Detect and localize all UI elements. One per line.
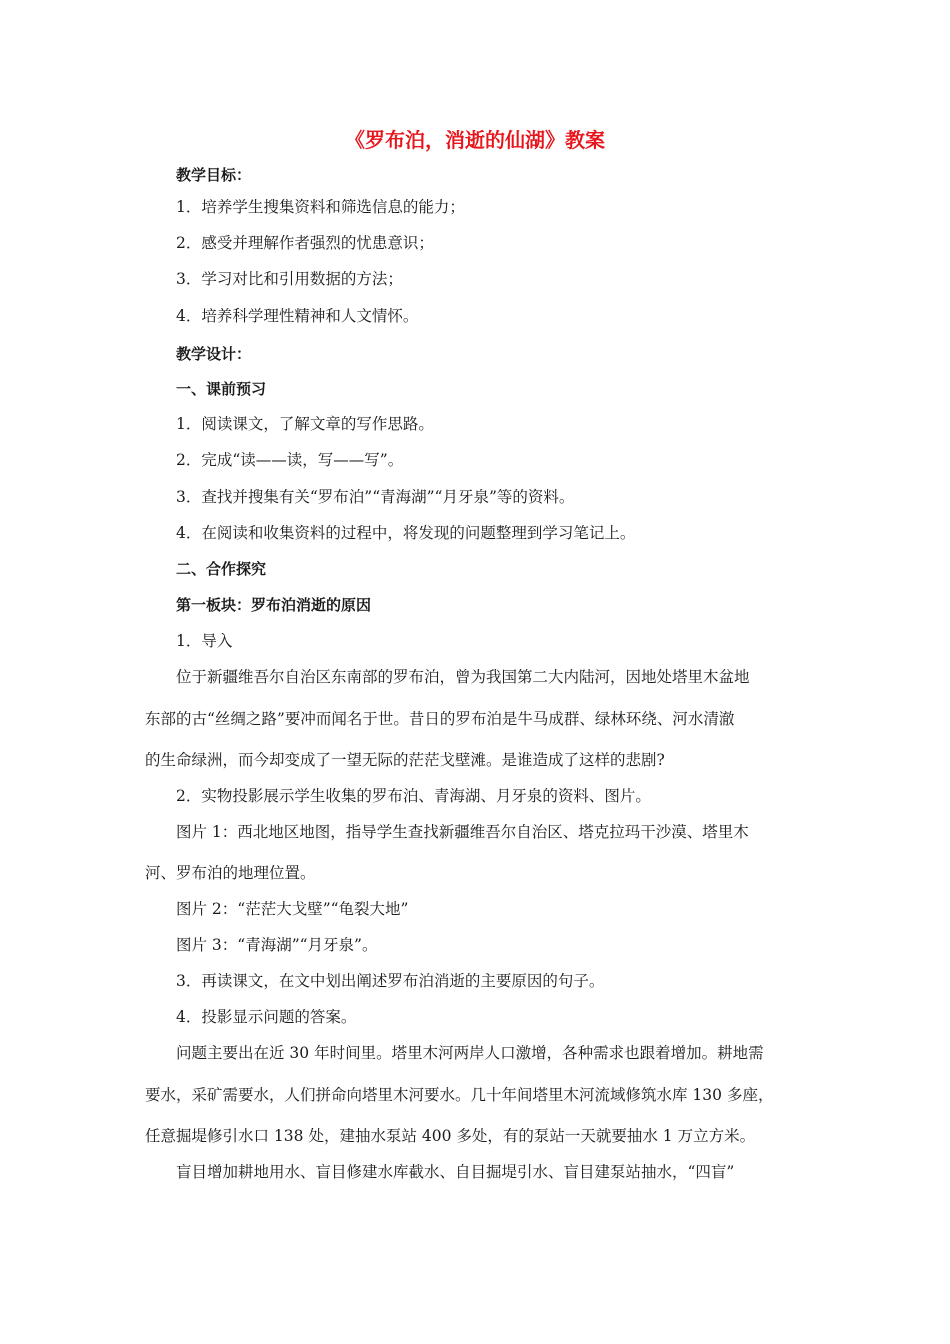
document-title: 《罗布泊，消逝的仙湖》教案 [345,128,605,152]
goal-item: 1．培养学生搜集资料和筛选信息的能力； [176,198,465,216]
step-item: 2．实物投影展示学生收集的罗布泊、青海湖、月牙泉的资料、图片。 [176,787,651,805]
step-item: 1．导入 [176,632,233,650]
preview-item: 2．完成“读——读，写——写”。 [176,451,404,469]
heading-block-one: 第一板块：罗布泊消逝的原因 [176,596,372,614]
picture-caption: 图片 2：“茫茫大戈壁”“龟裂大地” [176,900,409,918]
picture-caption: 图片 1：西北地区地图，指导学生查找新疆维吾尔自治区、塔克拉玛干沙漠、塔里木 [176,823,749,841]
goal-item: 3．学习对比和引用数据的方法； [176,270,403,288]
goal-item: 4．培养科学理性精神和人文情怀。 [176,307,419,325]
paragraph-line: 东部的古“丝绸之路”要冲而闻名于世。昔日的罗布泊是牛马成群、绿林环绕、河水清澈 [145,710,735,728]
picture-caption: 河、罗布泊的地理位置。 [145,864,316,882]
picture-caption: 图片 3：“青海湖”“月牙泉”。 [176,936,378,954]
step-item: 4．投影显示问题的答案。 [176,1008,357,1026]
heading-teaching-design: 教学设计： [176,345,252,363]
paragraph-line: 盲目增加耕地用水、盲目修建水库截水、自目掘堤引水、盲目建泵站抽水，“四盲” [176,1163,735,1181]
step-item: 3．再读课文，在文中划出阐述罗布泊消逝的主要原因的句子。 [176,972,605,990]
goal-item: 2．感受并理解作者强烈的忧患意识； [176,234,434,252]
heading-preview: 一、课前预习 [176,380,267,398]
preview-item: 3．查找并搜集有关“罗布泊”“青海湖”“月牙泉”等的资料。 [176,488,575,506]
preview-item: 4．在阅读和收集资料的过程中，将发现的问题整理到学习笔记上。 [176,524,636,542]
paragraph-line: 问题主要出在近 30 年时间里。塔里木河两岸人口激增，各种需求也跟着增加。耕地需 [176,1044,764,1062]
preview-item: 1．阅读课文，了解文章的写作思路。 [176,415,434,433]
paragraph-line: 任意掘堤修引水口 138 处，建抽水泵站 400 多处，有的泵站一天就要抽水 1 万立方米。 [145,1127,756,1145]
paragraph-line: 要水，采矿需要水，人们拼命向塔里木河要水。几十年间塔里木河流域修筑水库 130 多座， [145,1086,774,1104]
paragraph-line: 的生命绿洲，而今却变成了一望无际的茫茫戈壁滩。是谁造成了这样的悲剧? [145,751,665,769]
heading-teaching-goals: 教学目标： [176,166,252,184]
paragraph-line: 位于新疆维吾尔自治区东南部的罗布泊，曾为我国第二大内陆河，因地处塔里木盆地 [176,668,750,686]
heading-cooperative-inquiry: 二、合作探究 [176,560,267,578]
